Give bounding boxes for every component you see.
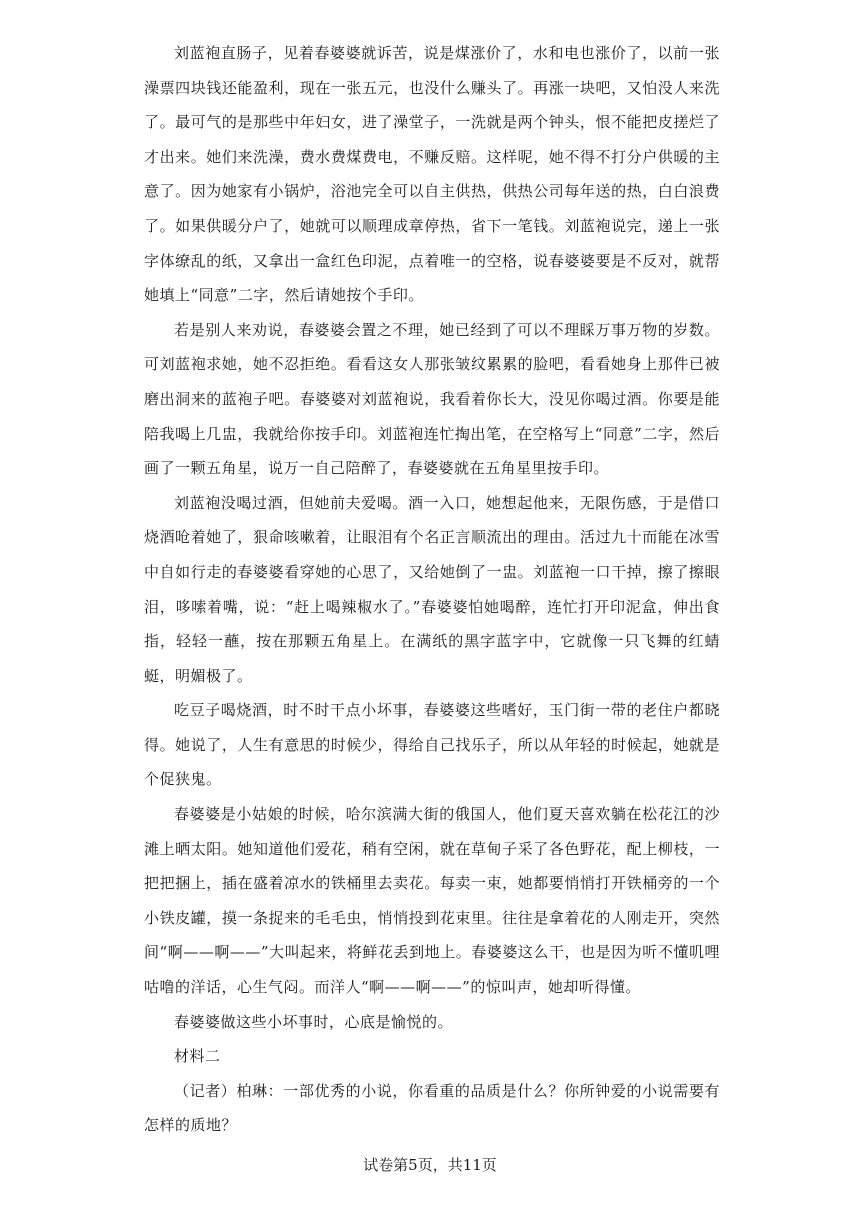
paragraph: 吃豆子喝烧酒，时不时干点小坏事，春婆婆这些嗜好，玉门街一带的老住户都晓得。她说了，人生有意思的时候少，得给自己找乐子，所以从年轻的时候起，她就是个促狭鬼。 — [144, 701, 720, 789]
text-body — [144, 36, 720, 1143]
section-heading: 材料二 — [174, 1047, 221, 1066]
paragraph: 若是别人来劝说，春婆婆会置之不理，她已经到了可以不理睬万事万物的岁数。可刘蓝袍求她，她不忍拒绝。看看这女人那张皱纹累累的脸吧，看看她身上那件已被磨出洞来的蓝袍子吧。春婆婆对刘蓝袍说，我看着你长大，没见你喝过酒。你要是能陪我喝上几盅，我就给你按手印。刘蓝袍连忙掏出笔，在空格写上“同意”二字，然后画了一颗五角星，说万一自己陪醉了，春婆婆就在五角星里按手印。 — [144, 320, 720, 478]
paragraph: 刘蓝袍没喝过酒，但她前夫爱喝。酒一入口，她想起他来，无限伤感，于是借口烧酒呛着她了，狠命咳嗽着，让眼泪有个名正言顺流出的理由。活过九十而能在冰雪中自如行走的春婆婆看穿她的心思了，又给她倒了一盅。刘蓝袍一口干掉，擦了擦眼泪，哆嗦着嘴，说：“赶上喝辣椒水了。”春婆婆怕她喝醉，连忙打开印泥盒，伸出食指，轻轻一蘸，按在那颗五角星上。在满纸的黑字蓝字中，它就像一只飞舞的红蜻蜓，明媚极了。 — [144, 493, 720, 685]
question-paragraph: （记者）柏琳：一部优秀的小说，你看重的品质是什么？你所钟爱的小说需要有怎样的质地？ — [144, 1081, 720, 1135]
paragraph: 春婆婆做这些小坏事时，心底是愉悦的。 — [174, 1012, 454, 1031]
paragraph: 刘蓝袍直肠子，见着春婆婆就诉苦，说是煤涨价了，水和电也涨价了，以前一张澡票四块钱还能盈利，现在一张五元，也没什么赚头了。再涨一块吧，又怕没人来洗了。最可气的是那些中年妇女，进了澡堂子，一洗就是两个钟头，恨不能把皮搓烂了才出来。她们来洗澡，费水费煤费电，不赚反赔。这样呢，她不得不打分户供暖的主意了。因为她家有小锅炉，浴池完全可以自主供热，供热公司每年送的热，白白浪费了。如果供暖分户了，她就可以顺理成章停热，省下一笔钱。刘蓝袍说完，递上一张字体缭乱的纸，又拿出一盒红色印泥，点着唯一的空格，说春婆婆要是不反对，就帮她填上“同意”二字，然后请她按个手印。 — [144, 44, 720, 305]
paragraph: 春婆婆是小姑娘的时候，哈尔滨满大街的俄国人，他们夏天喜欢躺在松花江的沙滩上晒太阳。她知道他们爱花，稍有空闲，就在草甸子采了各色野花，配上柳枝，一把把捆上，插在盛着凉水的铁桶里去卖花。每卖一束，她都要悄悄打开铁桶旁的一个小铁皮罐，摸一条捉来的毛毛虫，悄悄投到花束里。往往是拿着花的人刚走开，突然间“啊——啊——”大叫起来，将鲜花丢到地上。春婆婆这么干，也是因为听不懂叽哩咕噜的洋话，心生气闷。而洋人“啊——啊——”的惊叫声，她却听得懂。 — [144, 805, 720, 997]
page-footer: 试卷第5页，共11页 — [363, 1156, 497, 1174]
